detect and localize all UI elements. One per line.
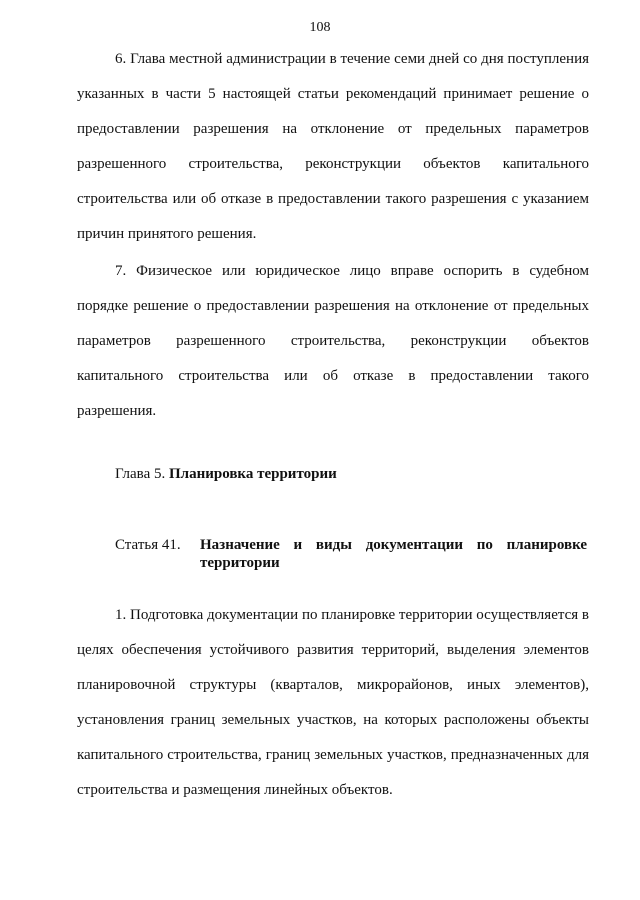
page-number: 108 (309, 20, 331, 35)
chapter-title: Планировка территории (168, 466, 337, 482)
chapter-heading (115, 466, 337, 483)
article-label: Статья 41. (115, 537, 181, 553)
chapter-label: Глава 5. (115, 466, 166, 482)
article-heading (115, 536, 589, 572)
paragraph-1: 1. Подготовка документации по планировке территории осуществляется в целях обеспечения устойчивого развития территорий, выделения элементов планировочной структуры (кварталов, микрорайонов, иных элементов), установления границ земельных участков, на которых расположены объекты капитального строительства, границ земельных участков, предназначенных для строительства и размещения линейных объектов. (77, 607, 589, 798)
paragraph-6: 6. Глава местной администрации в течение семи дней со дня поступления указанных в части 5 настоящей статьи рекомендаций принимает решение о предоставлении разрешения на отклонение от предельных параметров разрешенного строительства, реконструкции объектов капитального строительства или об отказе в предоставлении такого разрешения с указанием причин принятого решения. (77, 51, 589, 242)
article-title: Назначение и виды документации по планировке территории (200, 537, 587, 571)
paragraph-7: 7. Физическое или юридическое лицо вправе оспорить в судебном порядке решение о предоставлении разрешения на отклонение от предельных параметров разрешенного строительства, реконструкции объектов капитального строительства или об отказе в предоставлении такого разрешения. (77, 263, 589, 419)
